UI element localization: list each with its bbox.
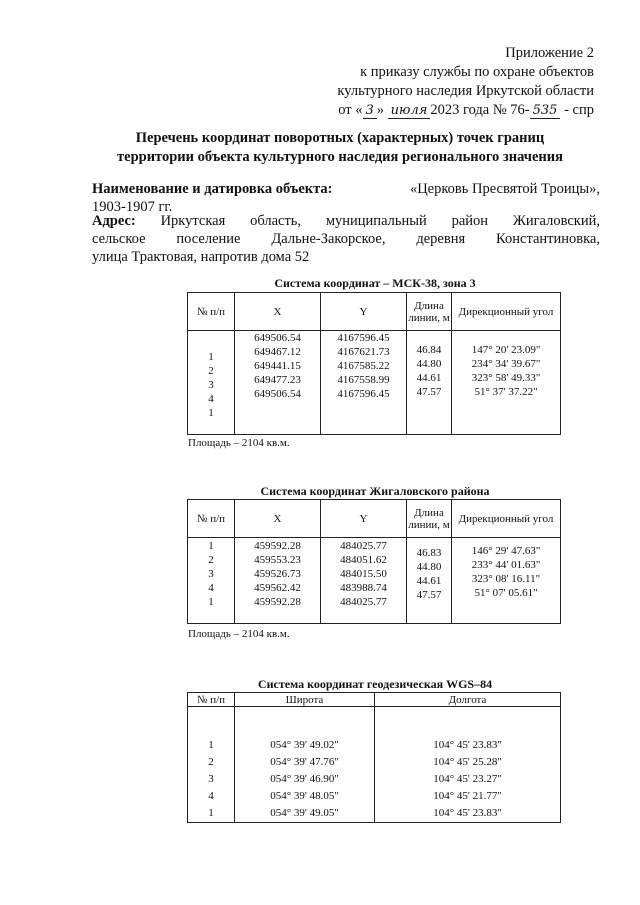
table2-x-cell: 459592.28 (254, 596, 301, 608)
table2-y-cell: 484015.50 (340, 568, 387, 580)
table1-y-cell: 4167558.99 (337, 374, 390, 386)
order-number: 535 (530, 103, 561, 119)
table1-length-cell: 47.57 (416, 386, 442, 398)
table2-num-col (188, 538, 235, 624)
table2-y-col (321, 538, 407, 624)
table3-header-num: № п/п (188, 693, 235, 707)
annex-line-2: к приказу службы по охране объектов (360, 64, 594, 80)
table1-length-cell: 44.61 (416, 372, 442, 384)
table1-angle-cell: 51° 37' 37.22" (474, 386, 538, 398)
table1-angle-cell: 147° 20' 23.09" (471, 344, 541, 356)
object-dating: 1903-1907 гг. (92, 199, 173, 215)
table2-length-cell: 46.83 (416, 547, 442, 559)
address-word: сельское (92, 231, 146, 247)
table1-x-cell: 649467.12 (254, 346, 301, 358)
table3-num-cell: 2 (208, 756, 214, 768)
table1-x-cell: 649506.54 (254, 388, 301, 400)
table1-num-col (188, 331, 235, 435)
object-label: Наименование и датировка объекта: (92, 181, 333, 197)
table2-header-length: Длина линии, м (407, 500, 452, 538)
table1-area: Площадь – 2104 кв.м. (188, 437, 290, 449)
table1-caption: Система координат – МСК-38, зона 3 (274, 276, 476, 290)
address-line-3: улица Трактовая, напротив дома 52 (92, 249, 310, 265)
table2-y-cell: 483988.74 (340, 582, 387, 594)
table2-header-angle: Дирекционный угол (452, 500, 561, 538)
table1-length-col (407, 331, 452, 435)
object-info (92, 180, 600, 216)
table3-lon-cell: 104° 45' 23.83" (433, 807, 502, 819)
table1-angle-col (452, 331, 561, 435)
table2-x-cell: 459592.28 (254, 540, 301, 552)
table1-x-cell: 649441.15 (254, 360, 301, 372)
table2-num-cell: 3 (208, 568, 214, 580)
order-tail: - спр (564, 102, 594, 118)
table1-angle-cell: 234° 34' 39.67" (471, 358, 541, 370)
table1-y-col (321, 331, 407, 435)
table2-y-cell: 484025.77 (340, 596, 387, 608)
table1-x-cell: 649506.54 (254, 332, 301, 344)
address-word: Жигаловский, (512, 213, 600, 229)
table3-lon-cell: 104° 45' 25.28" (433, 756, 502, 768)
table1-header-y: Y (321, 293, 407, 331)
table3-header-lon: Долгота (375, 693, 561, 707)
document-title (80, 129, 600, 167)
table2-angle-cell: 323° 08' 16.11" (471, 573, 541, 585)
table2-y-cell: 484051.62 (340, 554, 387, 566)
table2-length-cell: 44.80 (416, 561, 442, 573)
address-word: район (451, 213, 489, 229)
table3-header-lat: Широта (235, 693, 375, 707)
table3-lat-col (235, 707, 375, 823)
table1-length-cell: 46.84 (416, 344, 442, 356)
table3-lon-cell: 104° 45' 23.27" (433, 773, 502, 785)
date-suffix: 2023 года № 76- (430, 102, 530, 118)
table3-lon-cell: 104° 45' 23.83" (433, 739, 502, 751)
address-word: область, (250, 213, 302, 229)
table2-num-cell: 1 (208, 596, 214, 608)
table3-lat-cell: 054° 39' 48.05" (270, 790, 339, 802)
table1-length-cell: 44.80 (416, 358, 442, 370)
address-word: Константиновка, (496, 231, 600, 247)
table2-x-cell: 459526.73 (254, 568, 301, 580)
table2-header-num: № п/п (188, 500, 235, 538)
annex-line-1: Приложение 2 (505, 45, 594, 61)
table2-num-cell: 1 (208, 540, 214, 552)
table3-lat-cell: 054° 39' 49.02" (270, 739, 339, 751)
order-day: 3 (363, 103, 377, 119)
table1-header-length: Длина линии, м (407, 293, 452, 331)
table3-lat-cell: 054° 39' 49.05" (270, 807, 339, 819)
annex-header (337, 44, 594, 120)
table2-x-cell: 459553.23 (254, 554, 301, 566)
order-month: июля (388, 103, 431, 119)
table3-num-col (188, 707, 235, 823)
table3-num-cell: 1 (208, 807, 214, 819)
table1-y-cell: 4167585.22 (337, 360, 390, 372)
address-label: Адрес: (92, 213, 136, 229)
table2-y-cell: 484025.77 (340, 540, 387, 552)
table1-num-cell: 2 (208, 365, 214, 377)
table1-num-cell: 1 (208, 351, 214, 363)
table3-num-cell: 3 (208, 773, 214, 785)
table1-x-cell: 649477.23 (254, 374, 301, 386)
table2-num-cell: 2 (208, 554, 214, 566)
table2-x-col (235, 538, 321, 624)
table1-angle-cell: 323° 58' 49.33" (471, 372, 541, 384)
table1-num-cell: 3 (208, 379, 214, 391)
table3-lon-col (375, 707, 561, 823)
table2-caption: Система координат Жигаловского района (260, 484, 490, 498)
table1-num-cell (188, 336, 234, 350)
table1-msk38 (187, 292, 561, 435)
table3-lat-cell: 054° 39' 47.76" (270, 756, 339, 768)
title-line-1: Перечень координат поворотных (характерных) точек границ (135, 130, 545, 146)
table2-length-cell: 47.57 (416, 589, 442, 601)
table1-y-cell: 4167596.45 (337, 388, 390, 400)
address-word: Иркутская (160, 213, 226, 229)
address-word: Дальне-Закорское, (271, 231, 386, 247)
table1-num-cell: 1 (208, 407, 214, 419)
table3-wgs84 (187, 692, 561, 823)
table1-header-num: № п/п (188, 293, 235, 331)
table1-header-x: X (235, 293, 321, 331)
table2-angle-cell: 51° 07' 05.61" (474, 587, 538, 599)
order-date-line (337, 101, 594, 120)
table2-length-cell: 44.61 (416, 575, 442, 587)
address-word: муниципальный (325, 213, 427, 229)
title-line-2: территории объекта культурного наследия регионального значения (117, 149, 563, 165)
date-mid: » (376, 102, 385, 118)
object-value: «Церковь Пресвятой Троицы», (409, 181, 600, 197)
table3-lon-cell: 104° 45' 21.77" (433, 790, 502, 802)
table2-length-col (407, 538, 452, 624)
table2-angle-cell: 146° 29' 47.63" (471, 545, 541, 557)
address-word: поселение (176, 231, 241, 247)
address-info (92, 212, 600, 266)
table1-y-cell: 4167596.45 (337, 332, 390, 344)
table2-zhigalovo (187, 499, 561, 624)
table2-x-cell: 459562.42 (254, 582, 301, 594)
table1-num-cell: 4 (208, 393, 214, 405)
address-line-1 (92, 212, 600, 230)
object-line-1 (92, 180, 600, 198)
table3-lat-cell: 054° 39' 46.90" (270, 773, 339, 785)
table3-num-cell: 1 (208, 739, 214, 751)
table3-caption: Система координат геодезическая WGS–84 (257, 677, 493, 691)
table1-x-col (235, 331, 321, 435)
table1-header-angle: Дирекционный угол (452, 293, 561, 331)
table1-y-cell: 4167621.73 (337, 346, 390, 358)
table2-angle-col (452, 538, 561, 624)
table2-header-x: X (235, 500, 321, 538)
table2-header-y: Y (321, 500, 407, 538)
table3-num-cell: 4 (208, 790, 214, 802)
table2-area: Площадь – 2104 кв.м. (188, 628, 290, 640)
date-prefix: от « (338, 102, 363, 118)
address-line-2 (92, 230, 600, 248)
table2-angle-cell: 233° 44' 01.63" (471, 559, 541, 571)
table2-num-cell: 4 (208, 582, 214, 594)
address-word: деревня (416, 231, 466, 247)
annex-line-3: культурного наследия Иркутской области (337, 83, 594, 99)
